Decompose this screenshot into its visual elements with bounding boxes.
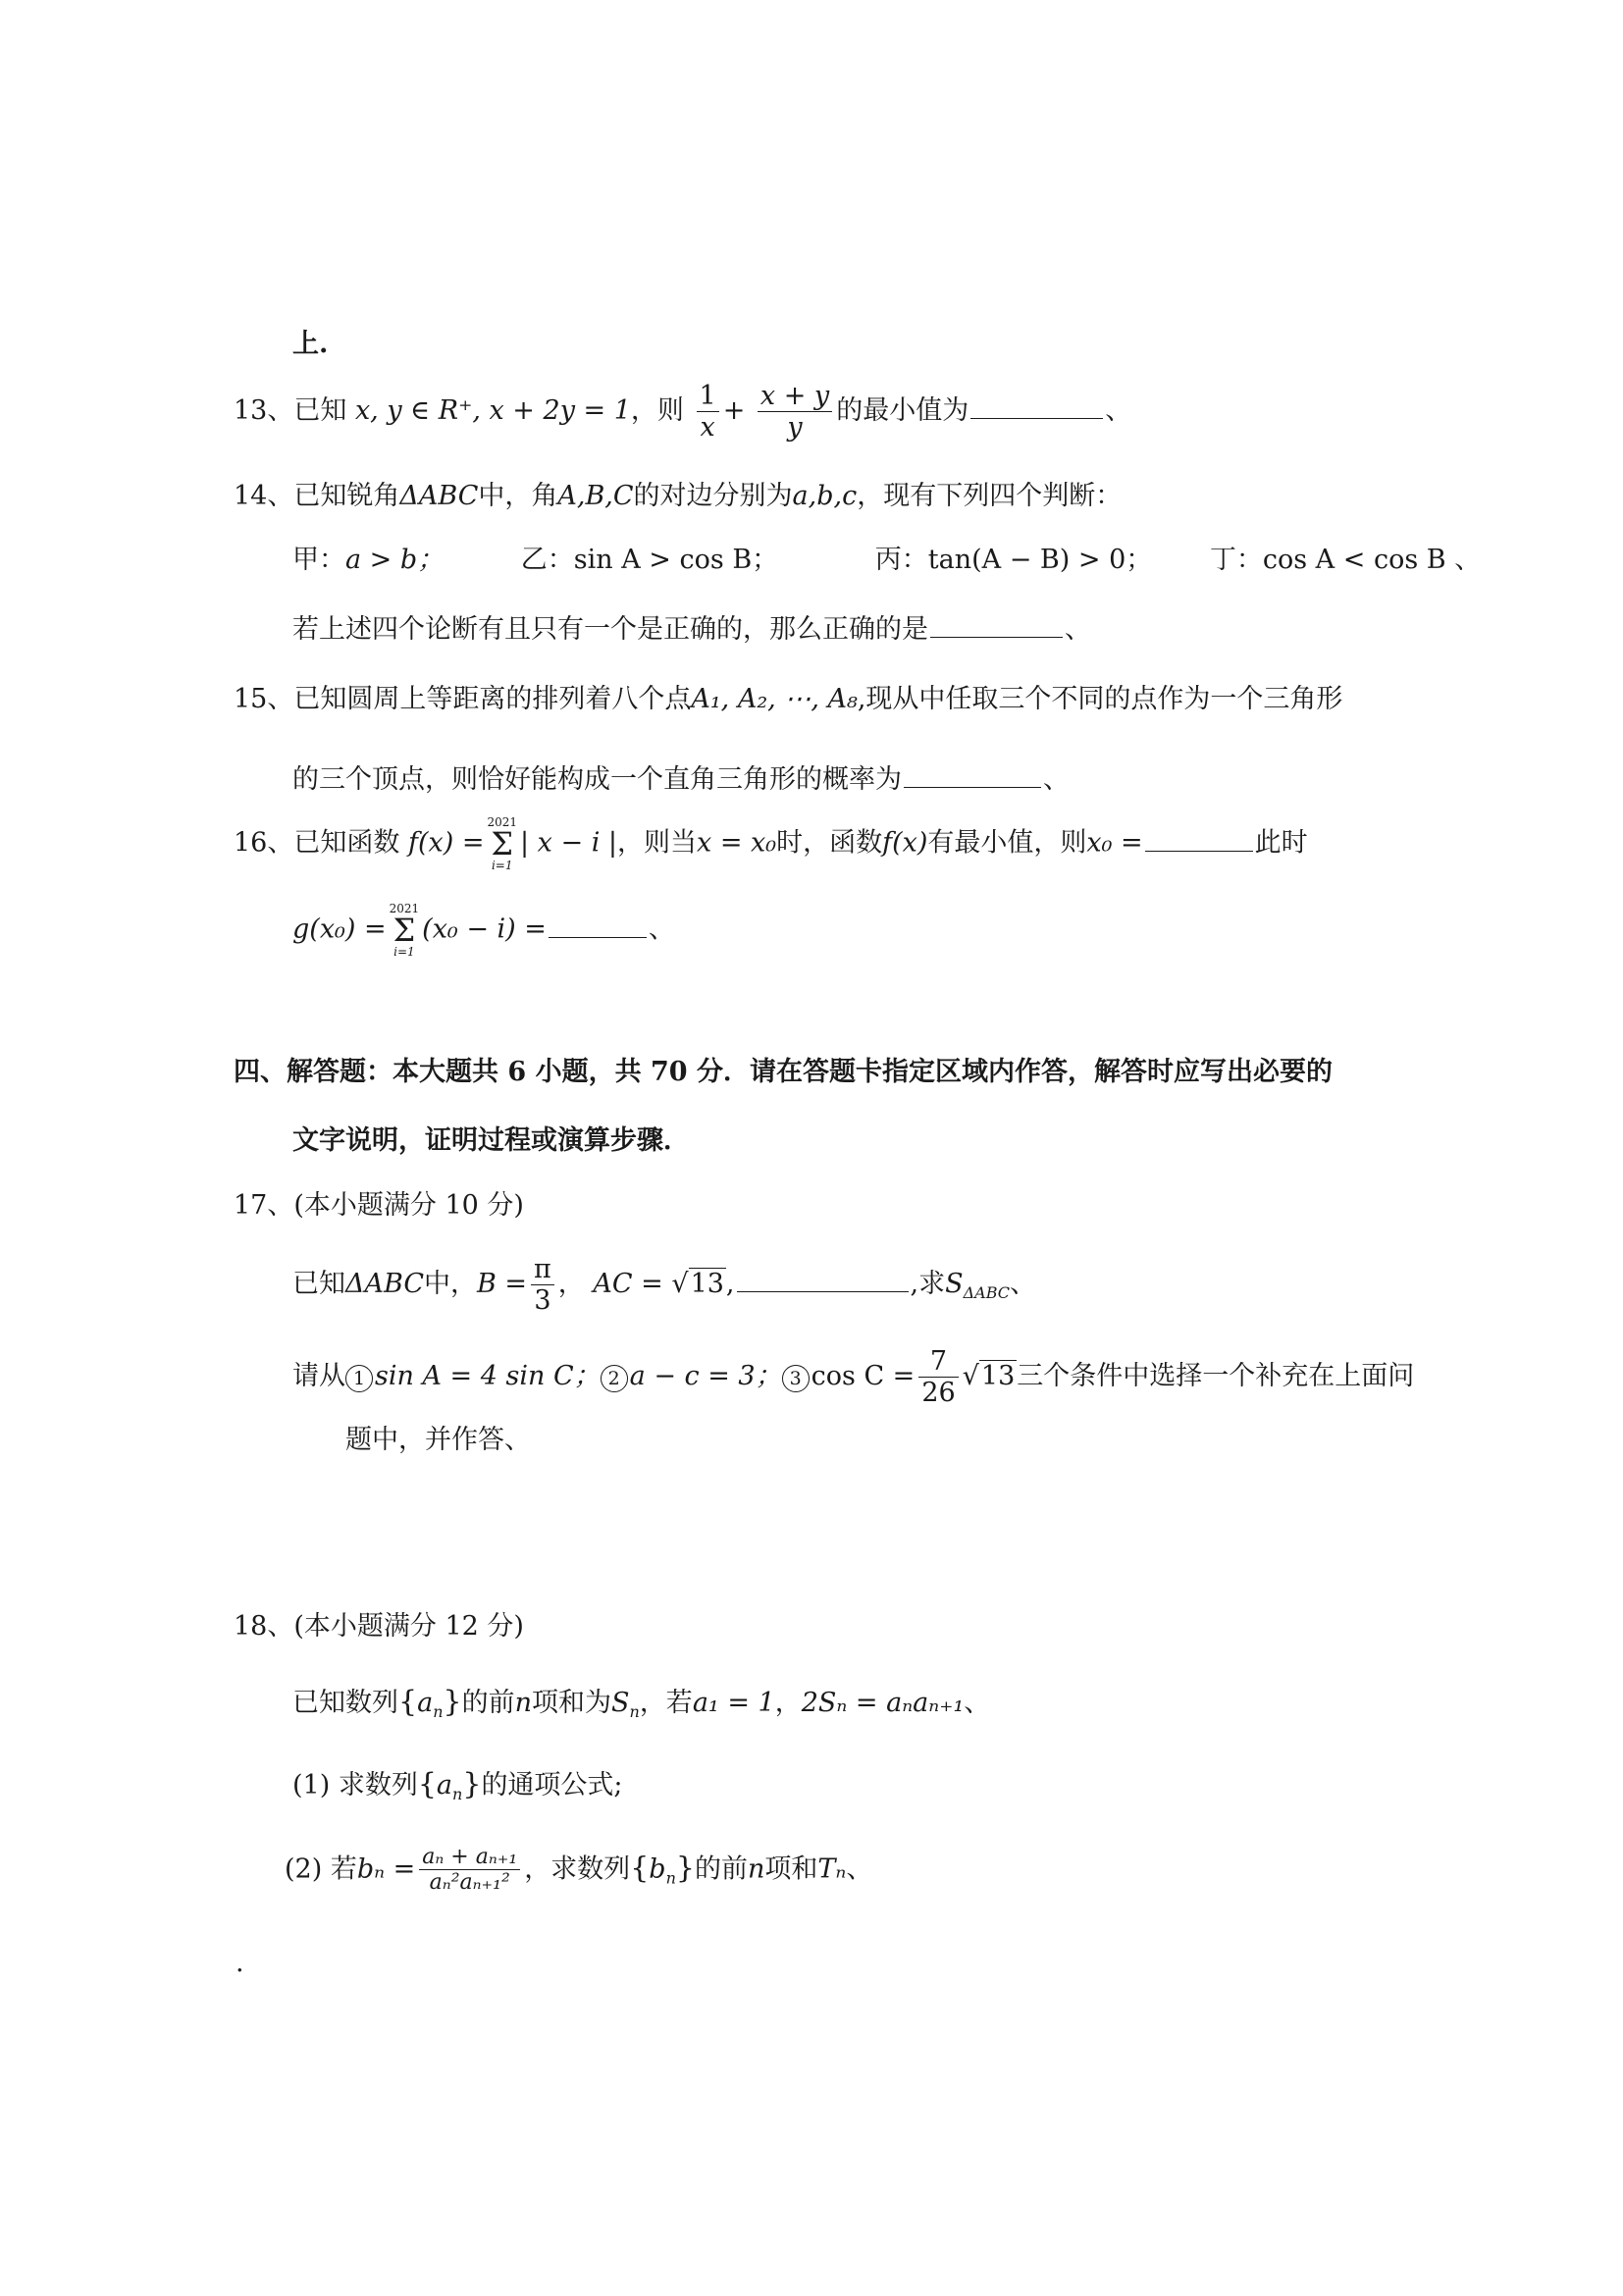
answer-blank-13[interactable] xyxy=(970,391,1103,419)
question-16-number: 16、 xyxy=(234,827,294,859)
top-fragment: 上. xyxy=(292,329,329,359)
summation-symbol: 2021 Σ i=1 xyxy=(487,815,517,872)
question-18-statement: 已知数列$\{a_n\}$的前n项和为$S_n$，若a₁ = 1，2Sₙ = aₙaₙ₊₁、 xyxy=(292,1685,991,1721)
part-4-heading-line1: 四、解答题：本大题共 6 小题，共 70 分．请在答题卡指定区域内作答，解答时应写出必要的 xyxy=(234,1057,1333,1087)
question-16-line2: g(x₀) = 2021 Σ i=1 (x₀ − i) = 、 xyxy=(292,902,675,959)
answer-blank-15[interactable] xyxy=(904,760,1041,788)
answer-blank-16b[interactable] xyxy=(549,911,647,938)
fraction-bn: $\frac{\text{aₙ + aₙ₊₁}}{\text{aₙ²aₙ₊₁²}}$ xyxy=(419,1845,520,1896)
fraction-1-over-x: $\frac{1}{x}$ xyxy=(697,381,719,443)
fraction-x-plus-y-over-y: $\frac{x + y}{y}$ xyxy=(758,381,832,443)
judgment-yi: sin A > cos B； xyxy=(573,545,779,575)
question-18-part-1: (1) 求数列$\{a_n\}$的通项公式; xyxy=(292,1767,623,1803)
judgment-jia: a > b； xyxy=(345,545,445,575)
question-17-statement: 已知ΔABC中，B = $\frac{\pi}{3}$ ， AC = √13, ,求$S_{\Delta ABC}$、 xyxy=(292,1254,1037,1317)
question-15-line1: 15、已知圆周上等距离的排列着八个点A₁, A₂, ⋯, A₈,现从中任取三个不同的点作为一个三角形 xyxy=(234,684,1343,714)
judgment-bing: tan(A − B) > 0； xyxy=(927,545,1153,575)
circled-number-2: 2 xyxy=(601,1365,628,1392)
circled-number-1: 1 xyxy=(345,1365,373,1392)
question-17-conditions: 请从 1 sin A = 4 sin C； 2 a − c = 3； 3 cos C = $\frac{7}{26}$ √13三个条件中选择一个补充在上面问 xyxy=(292,1346,1415,1409)
question-14-ask: 若上述四个论断有且只有一个是正确的，那么正确的是 、 xyxy=(292,610,1091,645)
question-13-number: 13、 xyxy=(234,395,294,427)
answer-blank-14[interactable] xyxy=(930,610,1063,638)
question-14-number: 14、 xyxy=(234,481,294,511)
question-13: 13、已知 x, y ∈ R⁺, x + 2y = 1，则 $\frac{1}{x}$ + $\frac{x + y}{y}$ 的最小值为 、 xyxy=(234,381,1132,444)
answer-blank-16a[interactable] xyxy=(1145,824,1253,852)
condition-blank-17[interactable] xyxy=(737,1265,909,1292)
question-18-part-2: (2) 若bₙ = $\frac{\text{aₙ + aₙ₊₁}}{\text{aₙ²aₙ₊₁²}}$ ，求数列$\{b_n\}$的前n项和Tₙ、 xyxy=(285,1845,873,1896)
question-16-line1: 16、已知函数 f(x) = 2021 Σ i=1 | x − i |，则当x = x₀时，函数f(x)有最小值，则x₀ = 此时 xyxy=(234,815,1308,872)
question-14-judgments: 甲：a > b； 乙：sin A > cos B； 丙：tan(A − B) > 0； 丁：cos A < cos B 、 xyxy=(292,545,1482,575)
question-15-number: 15、 xyxy=(234,684,294,714)
question-18-header: 18、(本小题满分 12 分) xyxy=(234,1611,524,1642)
stray-dot: . xyxy=(236,1948,244,1978)
circled-number-3: 3 xyxy=(782,1365,810,1392)
question-15-line2: 的三个顶点，则恰好能构成一个直角三角形的概率为 、 xyxy=(292,760,1070,795)
summation-symbol-2: 2021 Σ i=1 xyxy=(389,902,420,959)
part-4-heading-line2: 文字说明，证明过程或演算步骤． xyxy=(292,1125,690,1156)
fraction-7-over-26: $\frac{7}{26}$ xyxy=(918,1346,958,1408)
fraction-pi-over-3: $\frac{\pi}{3}$ xyxy=(531,1254,554,1316)
question-13-condition: x, y ∈ R⁺, x + 2y = 1 xyxy=(354,395,631,427)
question-14-intro: 14、已知锐角ΔABC中，角A,B,C的对边分别为a,b,c，现有下列四个判断： xyxy=(234,481,1123,511)
judgment-ding: cos A < cos B 、 xyxy=(1262,545,1482,575)
question-17-header: 17、(本小题满分 10 分) xyxy=(234,1190,524,1221)
question-17-line3: 题中，并作答、 xyxy=(345,1425,531,1455)
